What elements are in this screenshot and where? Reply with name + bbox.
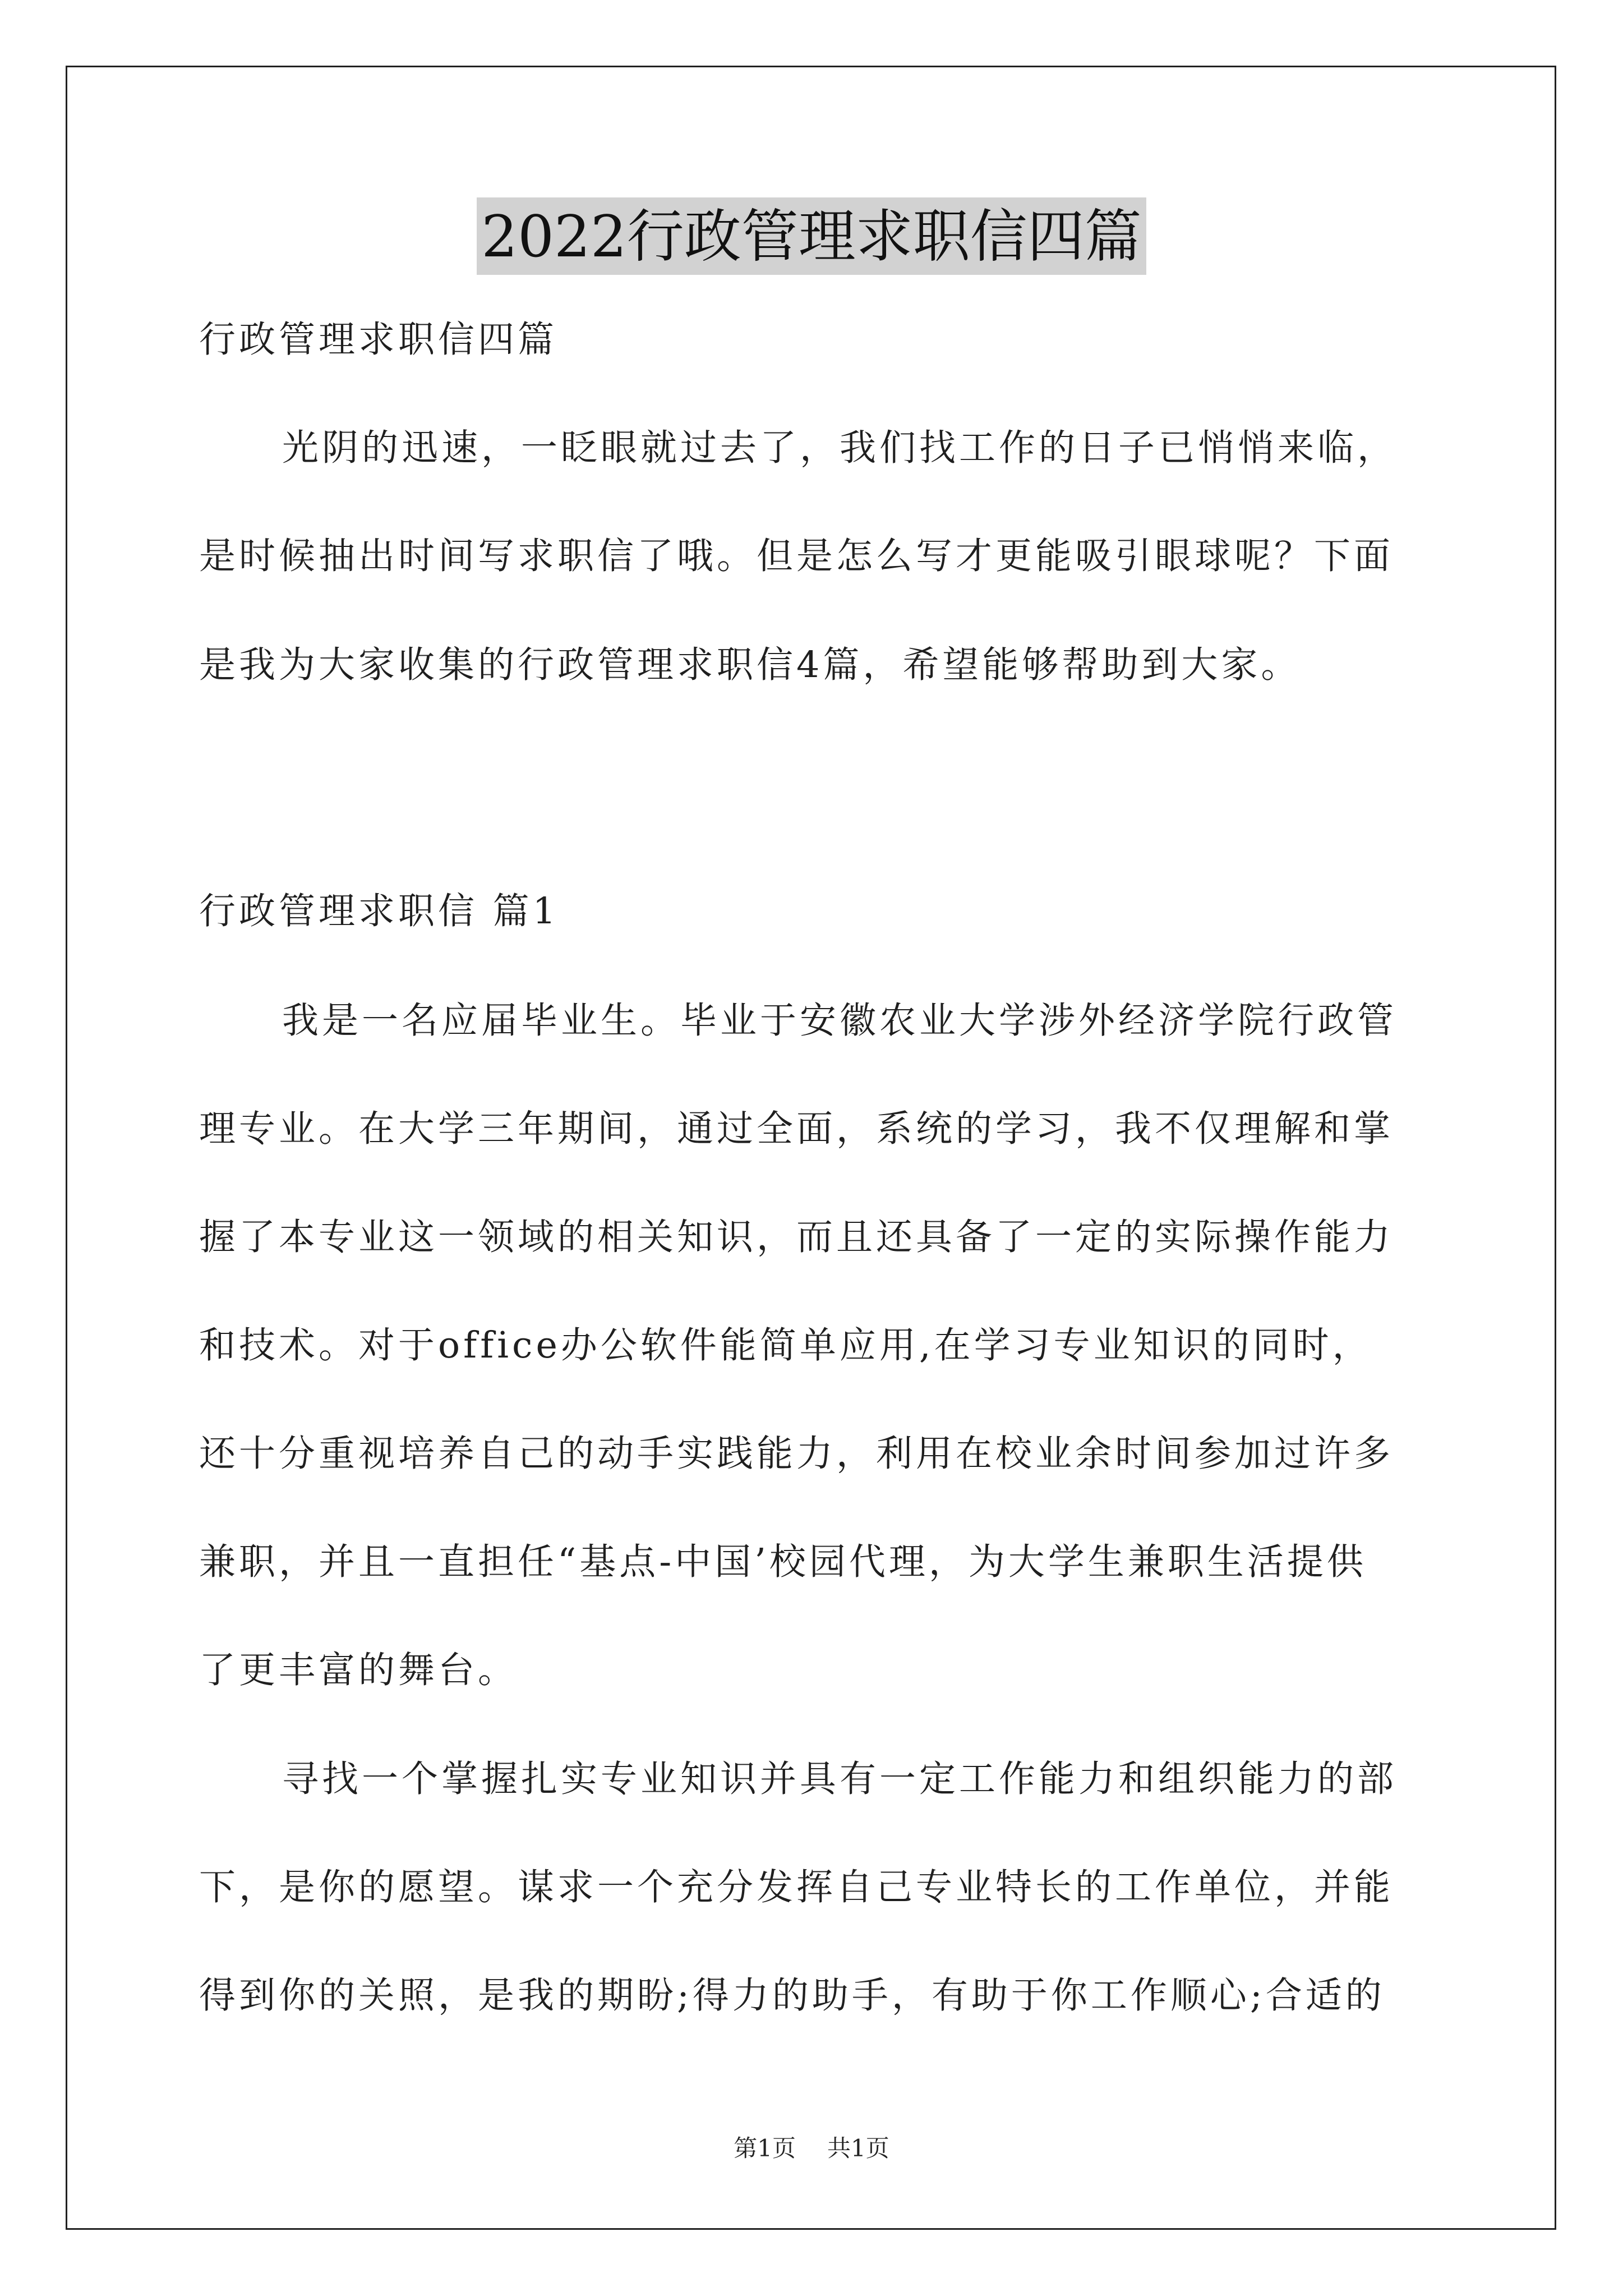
intro-line-3: 是我为大家收集的行政管理求职信4篇，希望能够帮助到大家。	[199, 644, 1301, 686]
document-title: 2022行政管理求职信四篇	[477, 197, 1146, 275]
paragraph2-line-1: 寻找一个掌握扎实专业知识并具有一定工作能力和组织能力的部	[282, 1758, 1398, 1800]
paragraph1-line-4: 和技术。对于office办公软件能简单应用,在学习专业知识的同时，	[199, 1324, 1372, 1366]
paragraph1-line-6: 兼职，并且一直担任“基点-中国’校园代理，为大学生兼职生活提供	[199, 1541, 1367, 1583]
paragraph1-line-2: 理专业。在大学三年期间，通过全面，系统的学习，我不仅理解和掌	[199, 1108, 1394, 1150]
paragraph1-line-1: 我是一名应届毕业生。毕业于安徽农业大学涉外经济学院行政管	[282, 1000, 1398, 1042]
paragraph2-line-2: 下，是你的愿望。谋求一个充分发挥自己专业特长的工作单位，并能	[199, 1866, 1394, 1908]
document-subtitle: 行政管理求职信四篇	[199, 319, 558, 361]
paragraph1-line-3: 握了本专业这一领域的相关知识，而且还具备了一定的实际操作能力	[199, 1216, 1394, 1258]
paragraph1-line-5: 还十分重视培养自己的动手实践能力，利用在校业余时间参加过许多	[199, 1433, 1394, 1475]
section-heading: 行政管理求职信 篇1	[199, 890, 560, 932]
intro-line-1: 光阴的迅速，一眨眼就过去了，我们找工作的日子已悄悄来临，	[282, 427, 1398, 469]
title-container	[0, 197, 1623, 275]
page-number: 第1页	[734, 2134, 796, 2162]
page-total: 共1页	[827, 2134, 889, 2162]
paragraph1-line-7: 了更丰富的舞台。	[199, 1649, 518, 1691]
paragraph2-line-3: 得到你的关照，是我的期盼;得力的助手，有助于你工作顺心;合适的	[199, 1975, 1385, 2017]
intro-line-2: 是时候抽出时间写求职信了哦。但是怎么写才更能吸引眼球呢？下面	[199, 535, 1394, 577]
page-footer	[0, 2132, 1623, 2165]
